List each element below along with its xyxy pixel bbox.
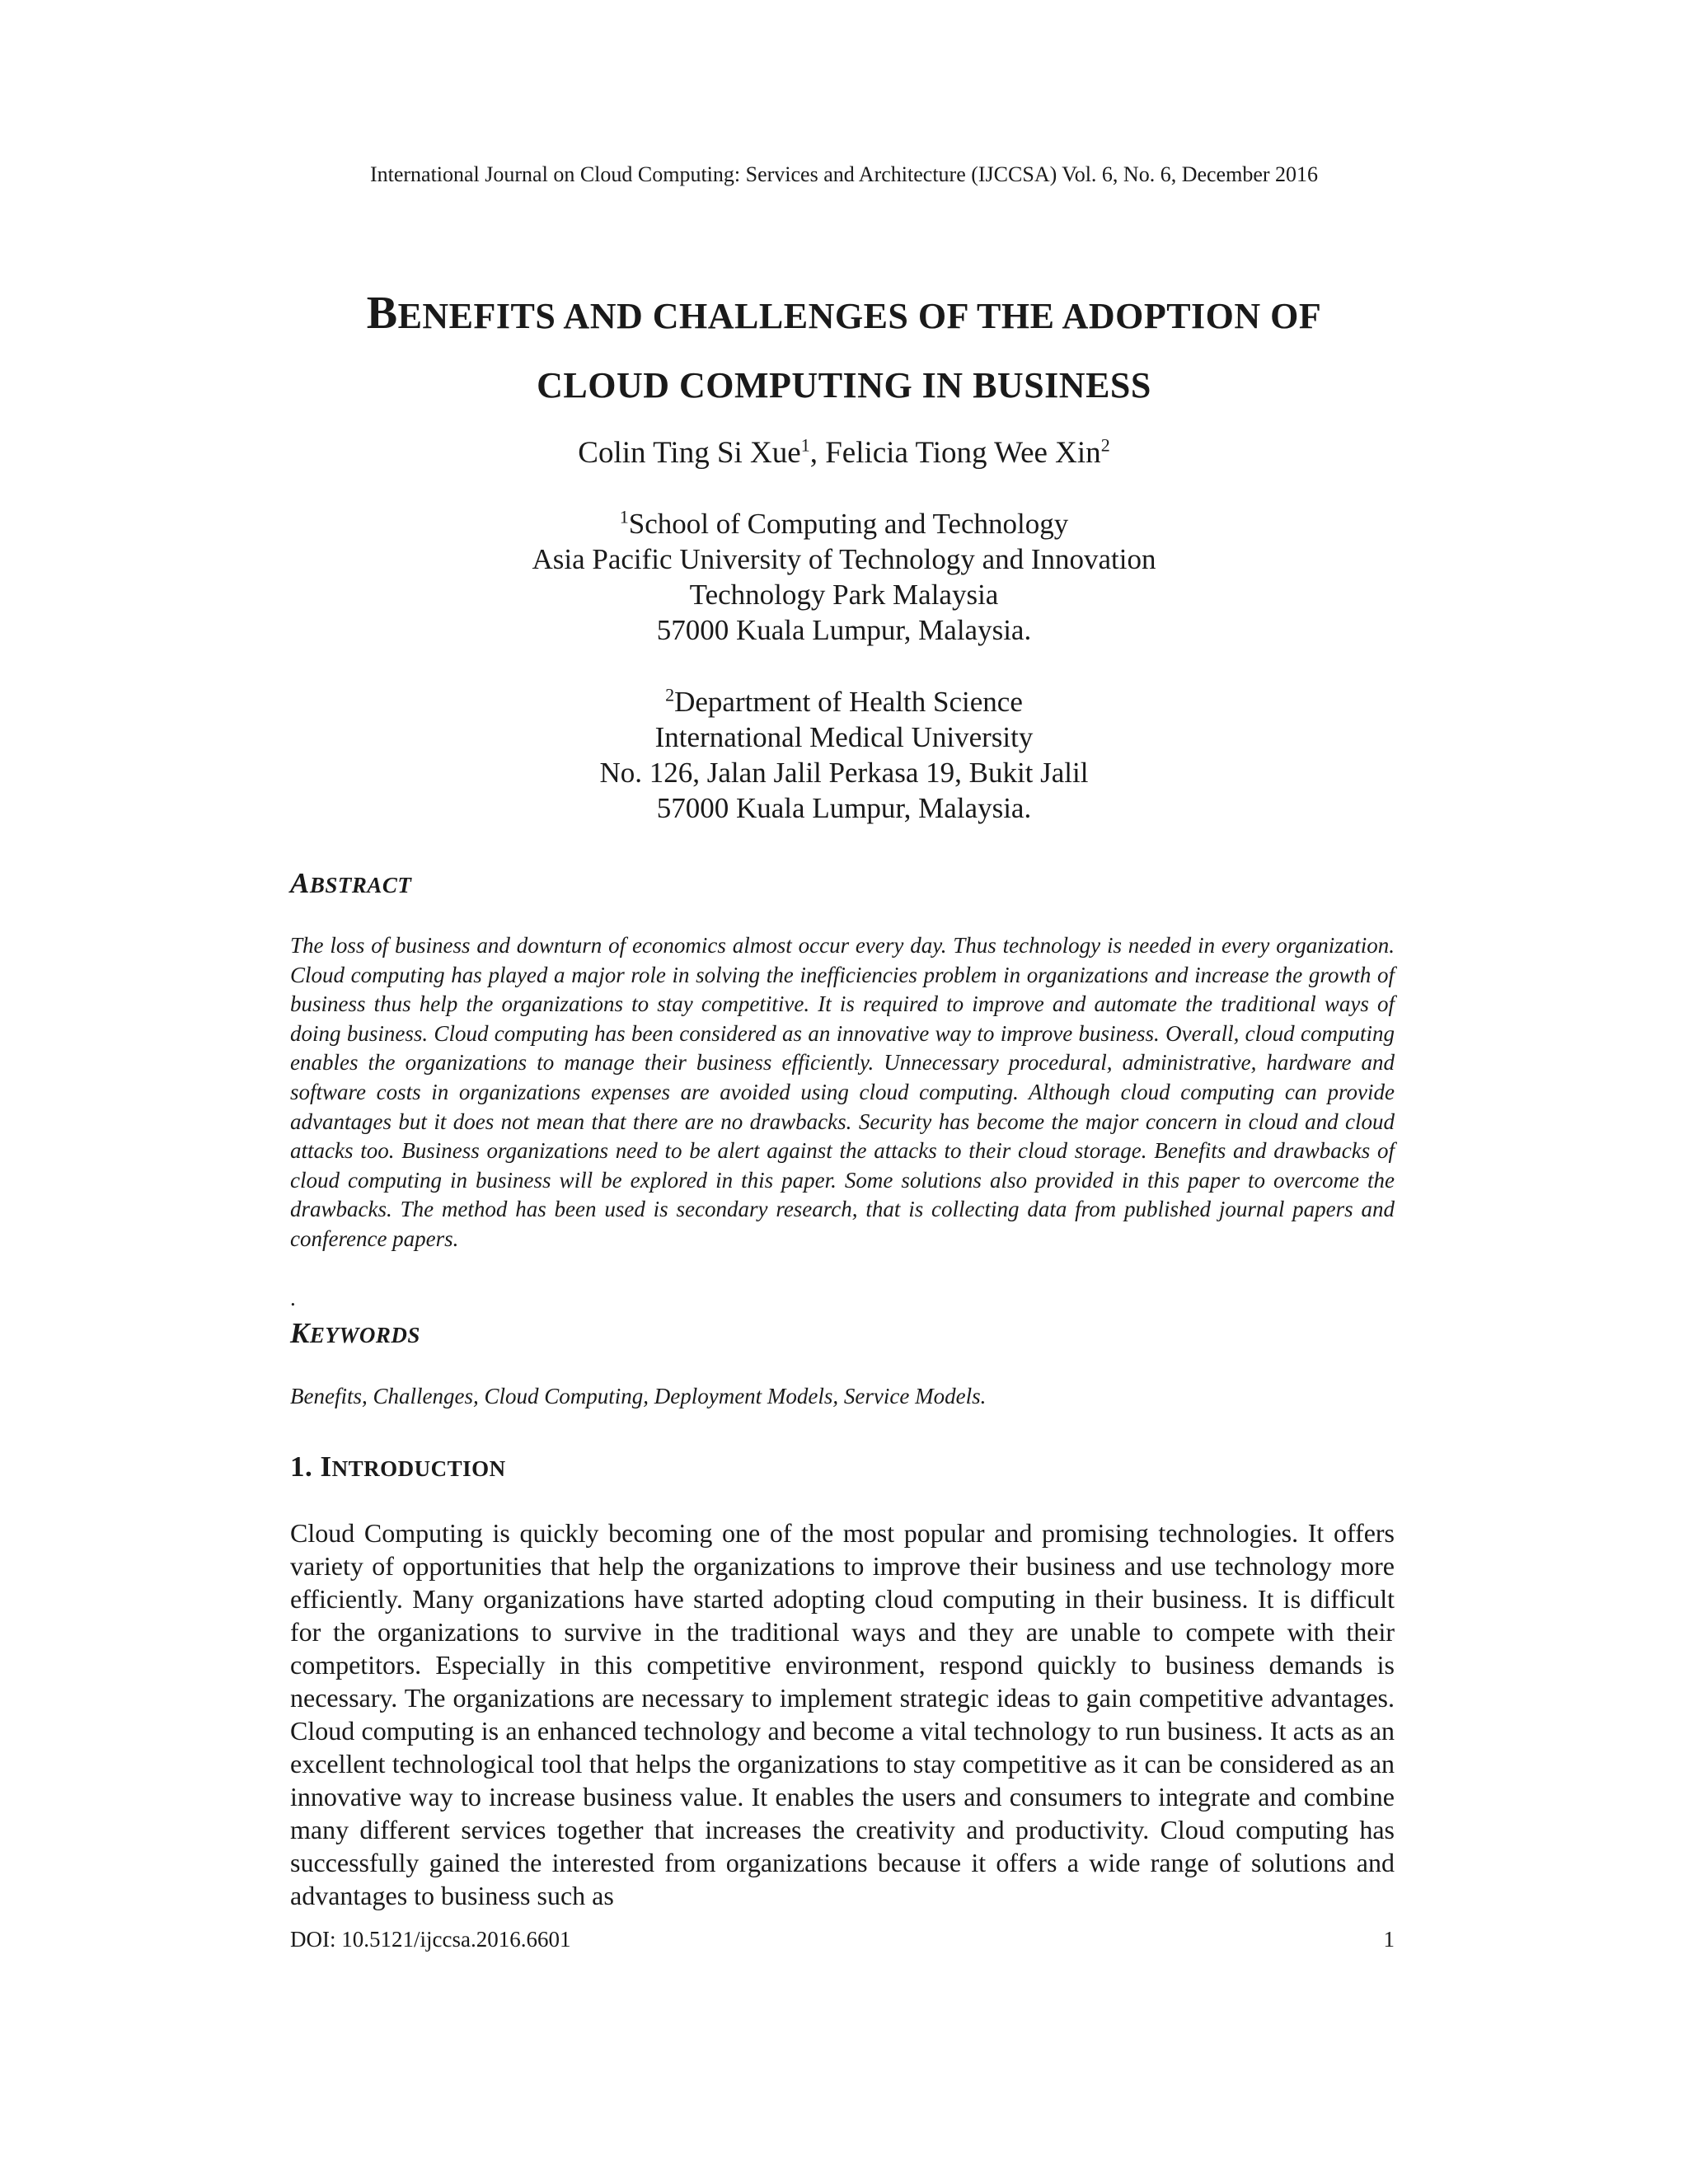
abstract-text: The loss of business and downturn of economics almost occur every day. Thus technology is needed in every organization. Cloud computing has played a major role in solving the inefficiencies problem in organizations and increase the growth of business thus help the organizations to stay competitive. It is required to improve and automate the traditional ways of doing business. Cloud computing has been considered as an innovative way to improve business. Overall, cloud computing enables the organizations to manage their business efficiently. Unnecessary procedural, administrative, hardware and software costs in organizations expenses are avoided using cloud computing. Although cloud computing can provide advantages but it does not mean that there are no drawbacks. Security has become the major concern in cloud and cloud attacks too. Business organizations need to be alert against the attacks to their cloud storage. Benefits and drawbacks of cloud computing in business will be explored in this paper. Some solutions also provided in this paper to overcome the drawbacks. The method has been used is secondary research, that is collecting data from published journal papers and conference papers.	[290, 933, 1395, 1251]
title-line-1: BENEFITS AND CHALLENGES OF THE ADOPTION OF	[366, 288, 1322, 339]
affiliation-block	[0, 506, 1688, 648]
affiliation-line: 57000 Kuala Lumpur, Malaysia.	[656, 792, 1032, 824]
affiliation-marker: 2	[665, 684, 675, 705]
paper-title	[0, 279, 1688, 420]
keywords-text: Benefits, Challenges, Cloud Computing, Deployment Models, Service Models.	[290, 1384, 987, 1408]
author-name: Felicia Tiong Wee Xin	[825, 436, 1101, 470]
affiliation-line: $^1$School of Computing and Technology	[619, 506, 1069, 540]
page-number: 1	[1383, 1927, 1395, 1952]
affiliation-line: Asia Pacific University of Technology and Innovation	[532, 543, 1156, 575]
affiliation-marker: 1	[800, 434, 810, 456]
keywords-heading: KEYWORDS	[290, 1317, 420, 1349]
author-name: Colin Ting Si Xue	[578, 436, 801, 470]
affiliation-line: Technology Park Malaysia	[689, 579, 999, 611]
title-line-2: CLOUD COMPUTING IN BUSINESS	[537, 365, 1151, 405]
abstract-heading: ABSTRACT	[290, 867, 412, 899]
introduction-heading: 1. INTRODUCTION	[290, 1451, 506, 1483]
stray-period: .	[290, 1286, 296, 1310]
affiliation-marker: 1	[619, 506, 629, 527]
affiliation-marker: 2	[1100, 434, 1110, 456]
introduction-text: Cloud Computing is quickly becoming one of the most popular and promising technologies. It offers variety of opportunities that help the organizations to improve their business and use technology more efficiently. Many organizations have started adopting cloud computing in their business. It is difficult for the organizations to survive in the traditional ways and they are unable to compete with their competitors. Especially in this competitive environment, respond quickly to business demands is necessary. The organizations are necessary to implement strategic ideas to gain competitive advantages. Cloud computing is an enhanced technology and become a vital technology to run business. It acts as an excellent technological tool that helps the organizations to stay competitive as it can be considered as an innovative way to increase business value. It enables the users and consumers to integrate and combine many different services together that increases the creativity and productivity. Cloud computing has successfully gained the interested from organizations because it offers a wide range of solutions and advantages to business such as	[290, 1518, 1395, 1910]
doi: DOI: 10.5121/ijccsa.2016.6601	[290, 1927, 571, 1952]
affiliation-block	[0, 684, 1688, 826]
affiliation-line: 57000 Kuala Lumpur, Malaysia.	[656, 614, 1032, 646]
affiliation-line: International Medical University	[654, 721, 1034, 753]
affiliation-line: No. 126, Jalan Jalil Perkasa 19, Bukit Jalil	[599, 757, 1089, 789]
running-header: International Journal on Cloud Computing: Services and Architecture (IJCCSA) Vol. 6, No. 6, December 2016	[369, 162, 1319, 186]
affiliation-line: $^2$Department of Health Science	[665, 684, 1023, 718]
author-line: Colin Ting Si Xue$^1$, Felicia Tiong Wee Xin$^2$	[578, 434, 1110, 470]
